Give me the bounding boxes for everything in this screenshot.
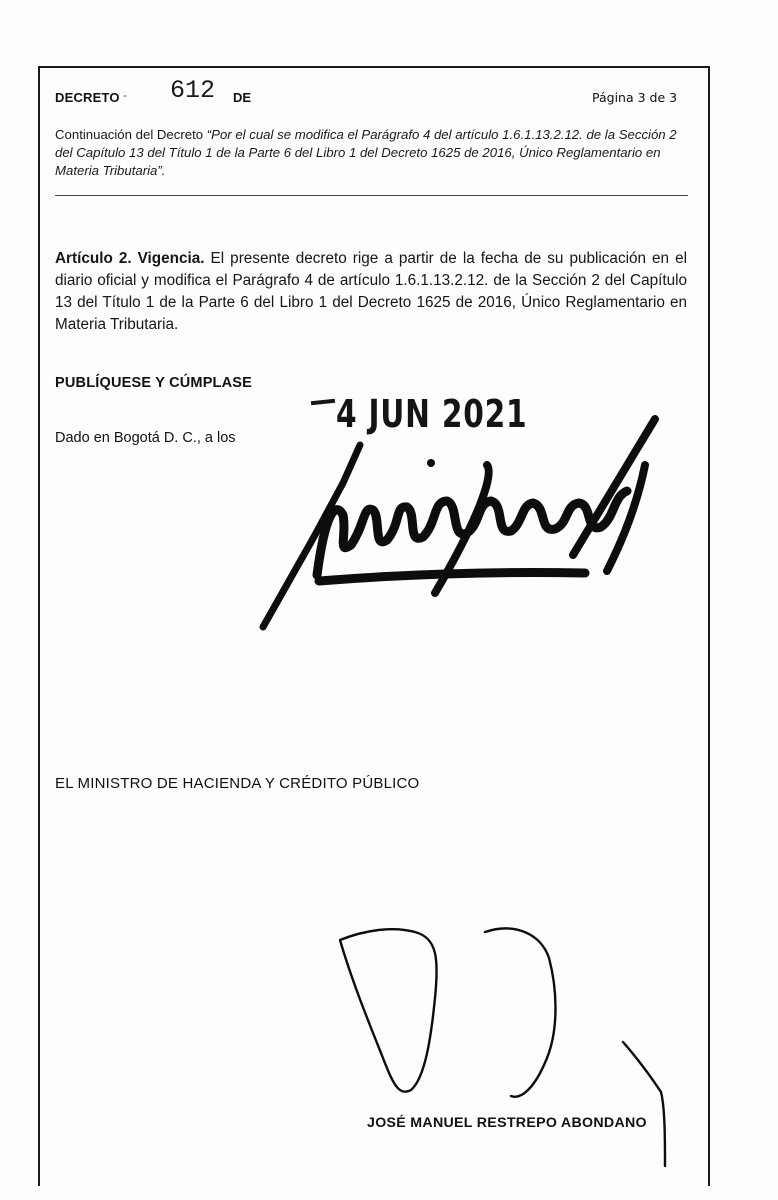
header-divider bbox=[55, 195, 688, 196]
decreto-number: 612 bbox=[170, 76, 216, 105]
continuation-prefix: Continuación del Decreto bbox=[55, 127, 207, 142]
minister-signature bbox=[335, 918, 675, 1178]
decreto-label: DECRETO bbox=[55, 90, 120, 105]
minister-title: EL MINISTRO DE HACIENDA Y CRÉDITO PÚBLICO bbox=[55, 775, 420, 792]
minister-name: JOSÉ MANUEL RESTREPO ABONDANO bbox=[367, 1115, 647, 1131]
page-indicator: Página 3 de 3 bbox=[592, 90, 678, 105]
president-signature bbox=[255, 405, 675, 635]
date-stamp: 4 JUN 2021 bbox=[336, 392, 528, 436]
publiquese-heading: PUBLÍQUESE Y CÚMPLASE bbox=[55, 375, 253, 391]
article-heading: Artículo 2. Vigencia. bbox=[55, 250, 205, 267]
continuation-note bbox=[55, 126, 685, 180]
article-2 bbox=[55, 248, 687, 336]
de-label: DE bbox=[233, 90, 252, 105]
dado-en-text: Dado en Bogotá D. C., a los bbox=[55, 430, 236, 446]
article-body: El presente decreto rige a partir de la fecha de su publicación en el diario oficial y modifica el Parágrafo 4 de artículo 1.6.1.13.2.12. de la Sección 2 del Capítulo 13 del Título 1 de la Parte 6 del Libro 1 del Decreto 1625 de 2016, Único Reglamentario en Materia Tributaria. bbox=[55, 250, 687, 333]
continuation-title: “Por el cual se modifica el Parágrafo 4 del artículo 1.6.1.13.2.12. de la Sección 2 del Capítulo 13 del Título 1 de la Parte 6 del Libro 1 del Decreto 1625 de 2016, Único Reglamentario en Materia Tributaria”. bbox=[55, 127, 677, 178]
decreto-dash: - bbox=[123, 88, 127, 102]
